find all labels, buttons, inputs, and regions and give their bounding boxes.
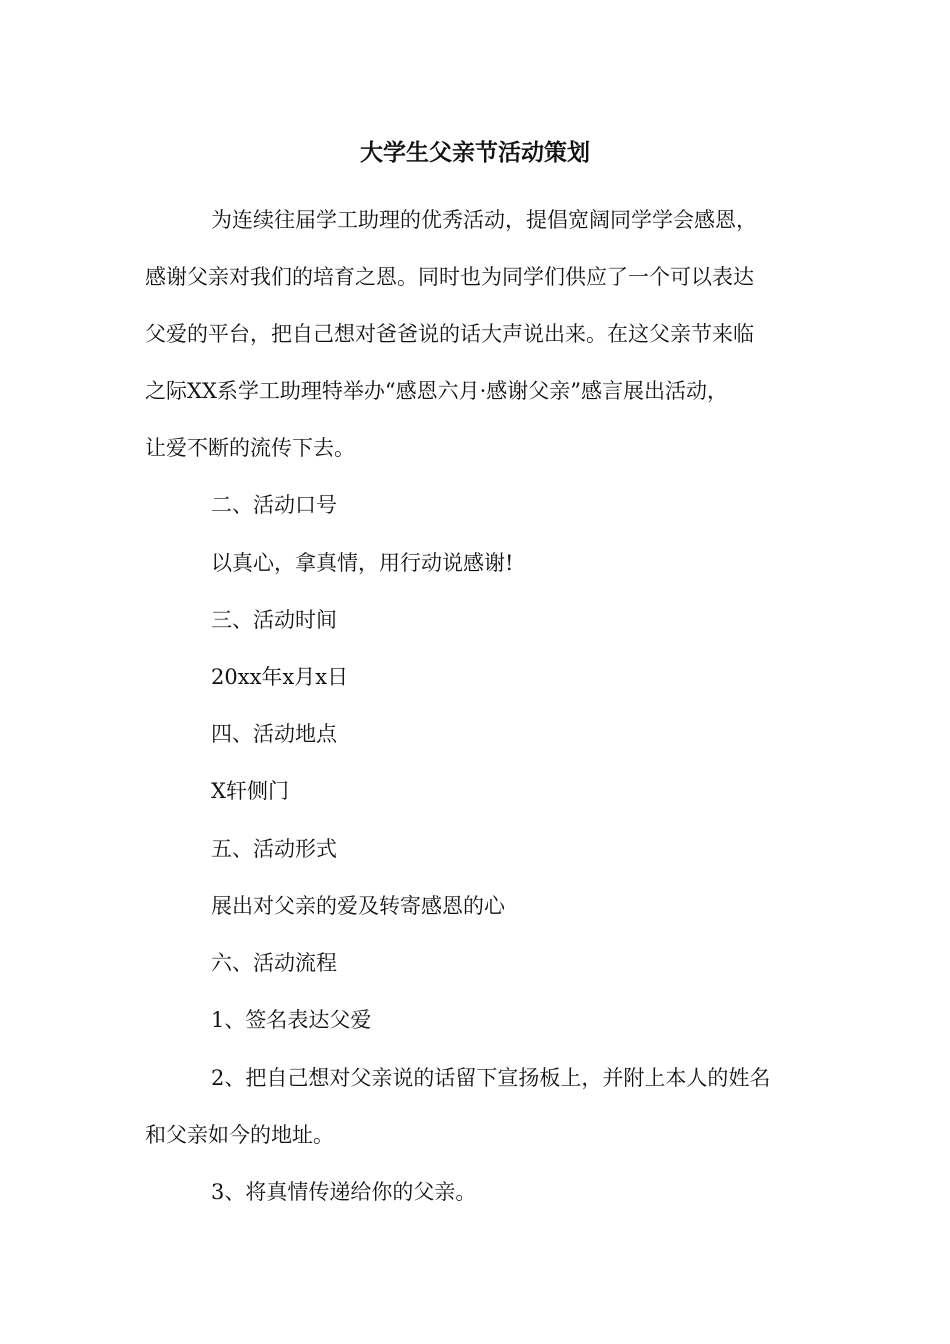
process-step-2-line-2: 和父亲如今的地址。	[145, 1123, 334, 1147]
document-title: 大学生父亲节活动策划	[360, 139, 590, 166]
slogan-text: 以真心，拿真情，用行动说感谢!	[211, 551, 514, 575]
intro-line-3: 父爱的平台，把自己想对爸爸说的话大声说出来。在这父亲节来临	[145, 322, 754, 346]
time-text: 20xx年x月x日	[211, 665, 349, 689]
process-step-2-line-1: 2、把自己想对父亲说的话留下宣扬板上，并附上本人的姓名	[211, 1066, 771, 1090]
form-heading: 五、活动形式	[211, 837, 337, 861]
place-heading: 四、活动地点	[211, 722, 337, 746]
process-step-3: 3、将真情传递给你的父亲。	[211, 1180, 477, 1204]
intro-line-1: 为连续往届学工助理的优秀活动，提倡宽阔同学学会感恩，	[211, 208, 757, 232]
slogan-heading: 二、活动口号	[211, 493, 337, 517]
time-heading: 三、活动时间	[211, 608, 337, 632]
place-text: X轩侧门	[211, 779, 289, 803]
intro-line-2: 感谢父亲对我们的培育之恩。同时也为同学们供应了一个可以表达	[145, 265, 754, 289]
process-heading: 六、活动流程	[211, 951, 337, 975]
intro-line-5: 让爱不断的流传下去。	[145, 436, 355, 460]
process-step-1: 1、签名表达父爱	[211, 1008, 372, 1032]
form-text: 展出对父亲的爱及转寄感恩的心	[211, 894, 505, 918]
intro-line-4: 之际XX系学工助理特举办“感恩六月·感谢父亲”感言展出活动，	[145, 379, 729, 403]
